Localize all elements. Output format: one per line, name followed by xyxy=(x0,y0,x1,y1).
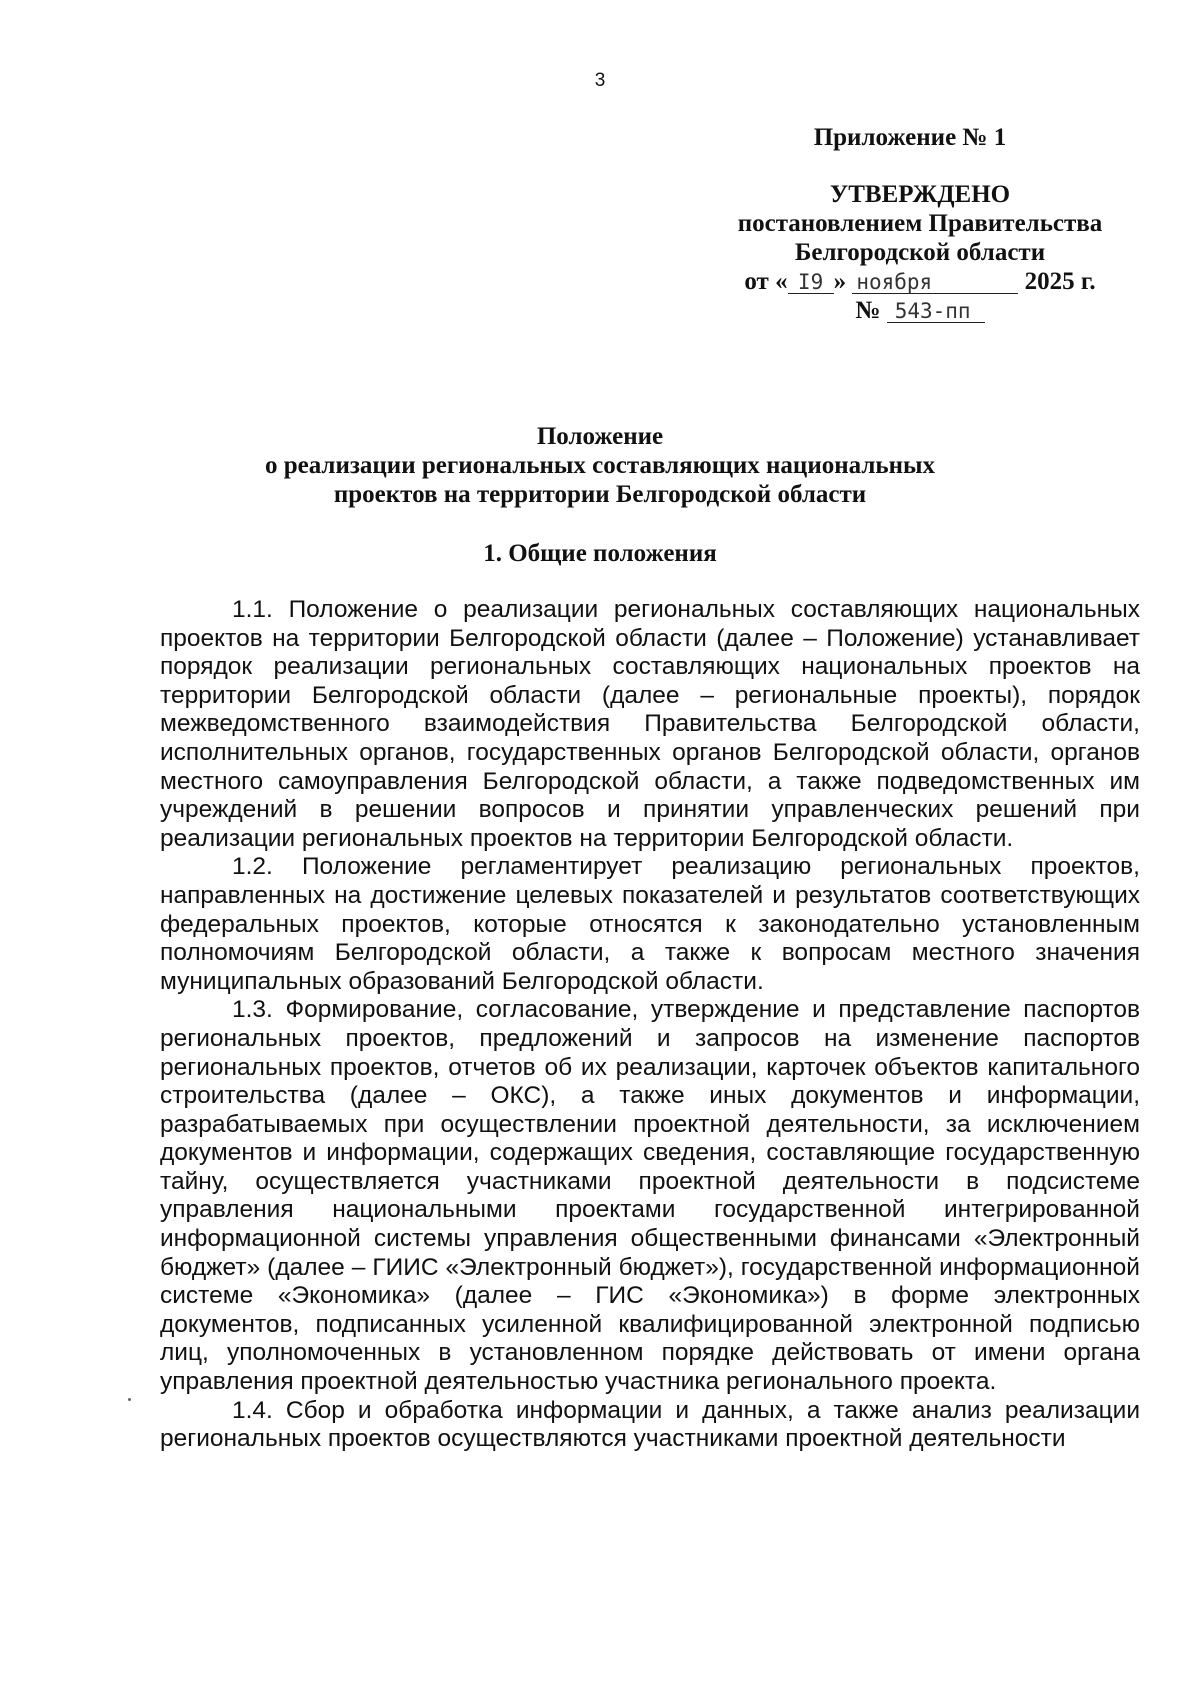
date-prefix: от « xyxy=(744,268,788,295)
appendix-label: Приложение № 1 xyxy=(813,124,1007,151)
paragraph-1-2: 1.2. Положение регламентирует реализацию региональных проектов, направленных на достижение целевых показателей и результатов соответствующих федеральных проектов, которые относятся к законодательно установленным полномочиям Белгородской области, а также к вопросам местного значения муниципальных образований Белгородской области. xyxy=(160,853,1140,995)
body-text xyxy=(160,596,1140,1454)
date-mid: » xyxy=(833,268,847,295)
section-heading: 1. Общие положения xyxy=(483,540,717,567)
approval-line-1: постановлением Правительства xyxy=(737,210,1103,237)
approval-number xyxy=(700,296,1140,325)
paragraph-1-1: 1.1. Положение о реализации региональных составляющих национальных проектов на территории Белгородской области (далее – Положение) устанавливает порядок реализации региональных составляющих национальных проектов на территории Белгородской области (далее – региональные проекты), порядок межведомственного взаимодействия Правительства Белгородской области, исполнительных органов, государственных органов Белгородской области, органов местного самоуправления Белгородской области, а также подведомственных им учреждений в решении вопросов и принятии управленческих решений при реализации региональных проектов на территории Белгородской области. xyxy=(160,596,1140,852)
title-line-3: проектов на территории Белгородской области xyxy=(333,481,867,508)
date-day: I9 xyxy=(788,271,834,294)
scan-dot xyxy=(128,1398,131,1401)
approval-date xyxy=(700,267,1140,296)
number-prefix: № xyxy=(855,297,881,324)
paragraph-1-3: 1.3. Формирование, согласование, утверждение и представление паспортов региональных проектов, предложений и запросов на изменение паспортов региональных проектов, отчетов об их реализации, карточек объектов капитального строительства (далее – ОКС), а также иных документов и информации, разрабатываемых при осуществлении проектной деятельности, за исключением документов и информации, содержащих сведения, составляющие государственную тайну, осуществляется участниками проектной деятельности в подсистеме управления национальными проектами государственной интегрированной информационной системы управления общественными финансами «Электронный бюджет» (далее – ГИИС «Электронный бюджет»), государственной информационной системе «Экономика» (далее – ГИС «Экономика») в форме электронных документов, подписанных усиленной квалифицированной электронной подписью лиц, уполномоченных в установленном порядке действовать от имени органа управления проектной деятельностью участника регионального проекта. xyxy=(160,996,1140,1396)
approval-heading: УТВЕРЖДЕНО xyxy=(829,181,1011,208)
approval-line-2: Белгородской области xyxy=(794,239,1046,266)
page-number: 3 xyxy=(594,70,606,91)
title-line-1: Положение xyxy=(536,423,664,450)
paragraph-1-4: 1.4. Сбор и обработка информации и данных, а также анализ реализации региональных проектов осуществляются участниками проектной деятельности xyxy=(160,1396,1140,1453)
date-year: 2025 г. xyxy=(1024,268,1096,295)
resolution-number: 543-пп xyxy=(887,300,985,323)
title-line-2: о реализации региональных составляющих национальных xyxy=(264,452,936,479)
document-title xyxy=(160,422,1040,509)
date-month: ноября xyxy=(852,271,1018,294)
approval-block xyxy=(700,180,1140,325)
